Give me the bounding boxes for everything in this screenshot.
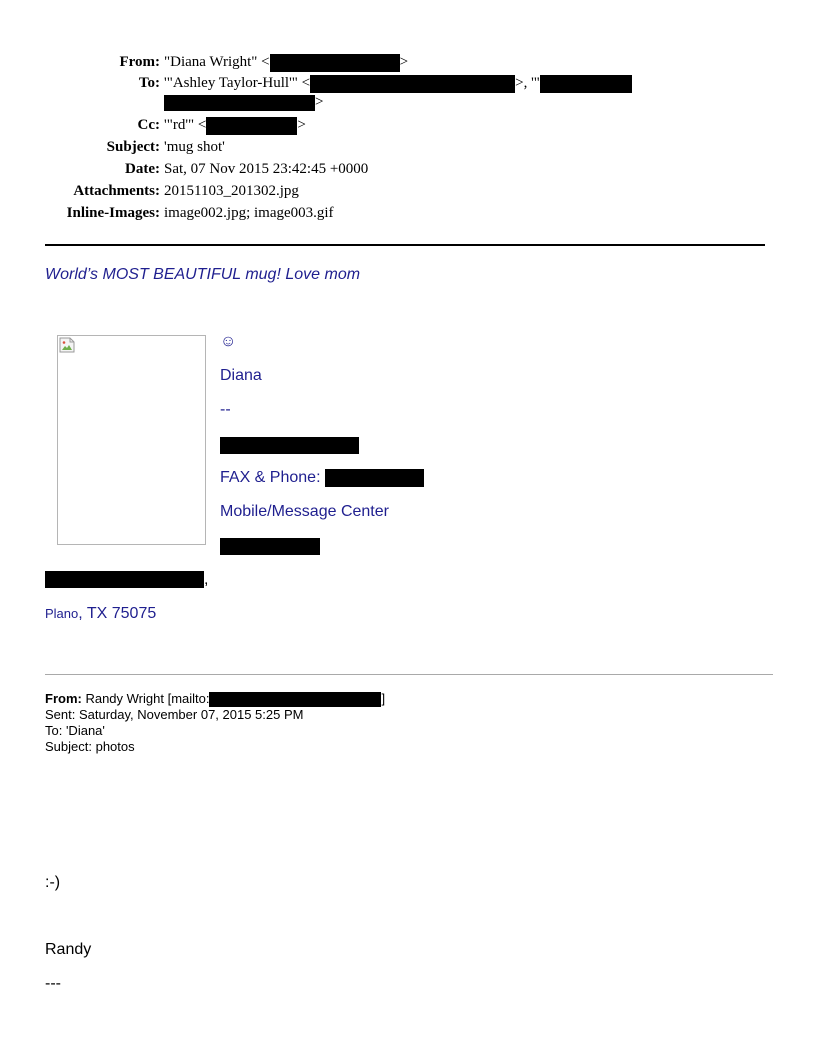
signature-address-line [45, 571, 208, 589]
signature-smiley: ☺ [220, 333, 237, 350]
city-rest: , TX 75075 [78, 605, 157, 622]
broken-image-icon [59, 337, 75, 353]
message-tagline: World’s MOST BEAUTIFUL mug! Love mom [45, 266, 361, 283]
redaction-box [310, 75, 515, 93]
from-value-prefix: "Diana Wright" < [164, 54, 270, 70]
signature-separator: -- [220, 401, 231, 418]
redaction-box [220, 437, 359, 454]
subject-label: Subject: [106, 139, 160, 155]
redaction-box [164, 95, 315, 111]
redaction-box [325, 469, 424, 487]
redaction-box [540, 75, 632, 93]
forwarded-sent-line: Sent: Saturday, November 07, 2015 5:25 PM [45, 707, 304, 723]
email-header [0, 52, 816, 224]
signature-fax-phone [220, 469, 424, 487]
redaction-box [209, 692, 381, 707]
to-value-cont [164, 94, 323, 111]
signature-city [45, 605, 156, 623]
inline-image-placeholder [57, 335, 206, 545]
header-cc-row [0, 115, 816, 136]
date-label: Date: [125, 161, 160, 177]
signature-name: Diana [220, 367, 262, 384]
redaction-box [206, 117, 297, 135]
address-comma: , [204, 571, 209, 588]
header-from-row [0, 52, 816, 73]
header-inline-images-row [0, 203, 816, 224]
forward-divider [45, 674, 773, 675]
from-label: From: [119, 54, 160, 70]
redaction-box [45, 571, 204, 588]
attachments-label: Attachments: [73, 183, 160, 199]
attachments-value: 20151103_201302.jpg [164, 183, 299, 199]
to-value-suffix: > [315, 94, 324, 110]
forwarded-from-label: From: [45, 691, 82, 706]
cc-value [164, 115, 306, 136]
date-value: Sat, 07 Nov 2015 23:42:45 +0000 [164, 161, 369, 177]
signature-redacted-line [220, 436, 359, 454]
header-date-row [0, 159, 816, 180]
from-value [164, 52, 408, 73]
signature-mobile-redacted [220, 537, 320, 555]
header-to-row-cont [0, 94, 816, 111]
to-label: To: [138, 75, 160, 91]
city-small: Plano [45, 606, 79, 621]
fax-phone-label: FAX & Phone: [220, 469, 325, 487]
forwarded-from-line [45, 691, 385, 707]
inline-images-value: image002.jpg; image003.gif [164, 205, 334, 221]
to-value-mid: >, '" [515, 75, 540, 91]
forwarded-from-close: ] [381, 691, 386, 706]
cc-value-suffix: > [297, 117, 306, 133]
header-attachments-row [0, 181, 816, 202]
reply-smiley: :-) [45, 874, 61, 891]
redaction-box [220, 538, 320, 555]
signature-mobile-label: Mobile/Message Center [220, 503, 389, 520]
inline-images-label: Inline-Images: [66, 205, 160, 221]
reply-dashes: --- [45, 975, 61, 992]
cc-label: Cc: [137, 117, 160, 133]
redaction-box [270, 54, 400, 72]
to-value-prefix: '"Ashley Taylor-Hull'" < [164, 75, 311, 91]
forwarded-to-line: To: 'Diana' [45, 723, 105, 739]
header-to-row [0, 73, 816, 94]
forwarded-header [45, 691, 385, 755]
header-subject-row [0, 137, 816, 158]
forwarded-from-value: Randy Wright [mailto: [81, 691, 210, 706]
to-value [164, 73, 632, 94]
cc-value-prefix: '"rd'" < [164, 117, 207, 133]
header-divider [45, 244, 765, 246]
subject-value: 'mug shot' [164, 139, 225, 155]
from-value-suffix: > [399, 54, 409, 70]
forwarded-subject-line: Subject: photos [45, 739, 135, 755]
reply-name: Randy [45, 941, 92, 958]
